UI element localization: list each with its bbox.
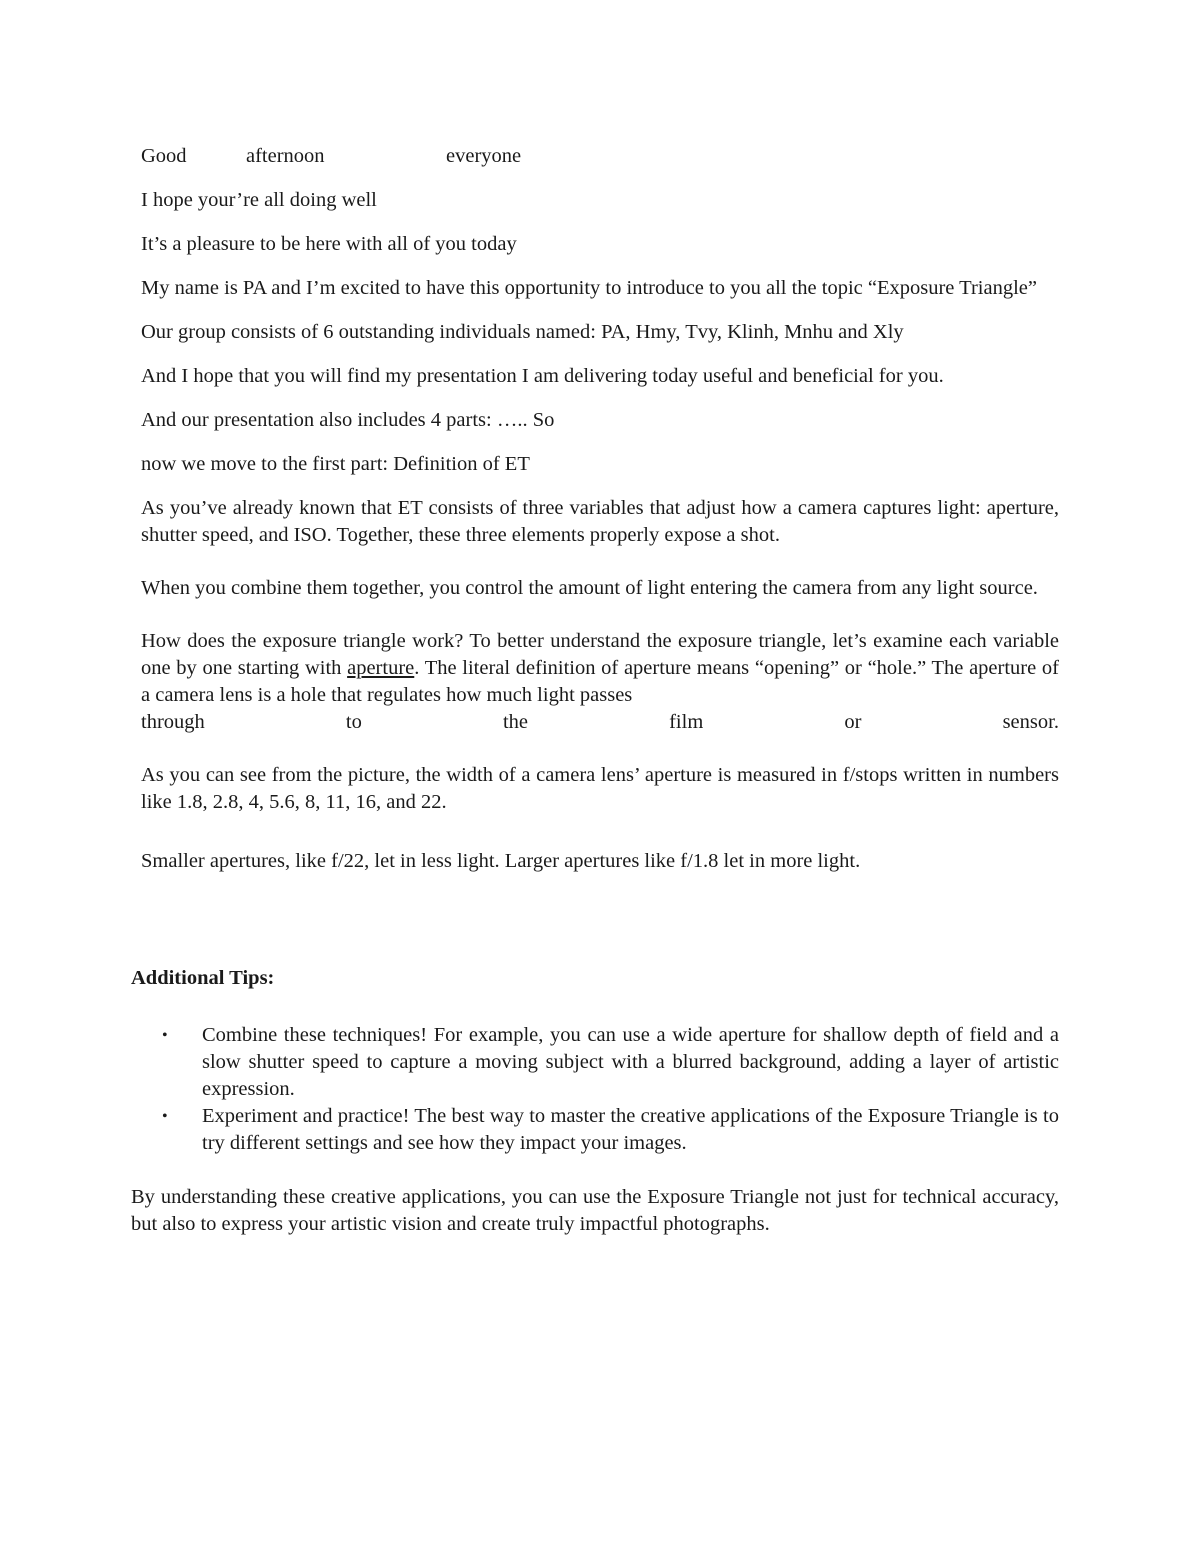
paragraph-pleasure: It’s a pleasure to be here with all of you today [141,233,517,255]
paragraph-aperture [141,628,1059,736]
speech-body [141,143,1059,875]
tips-item-text: Combine these techniques! For example, you can use a wide aperture for shallow depth of field and a slow shutter speed to capture a moving subject with a blurred background, adding a layer of artistic expression. [202,1024,1059,1100]
greeting-word-afternoon: afternoon [246,145,325,167]
paragraph-hope-useful: And I hope that you will find my presentation I am delivering today useful and beneficial for you. [141,365,944,387]
bullet-icon: • [162,1027,168,1044]
aperture-text-after: . The literal definition of aperture means “opening” or “hole.” The aperture of a camera lens is a hole that regulates how much light passes [141,657,1059,706]
additional-tips-heading: Additional Tips: [131,967,275,989]
paragraph-hope: I hope your’re all doing well [141,189,377,211]
tips-item-text: Experiment and practice! The best way to master the creative applications of the Exposure Triangle is to try different settings and see how they impact your images. [202,1105,1059,1154]
aperture-last-word-1: through [141,711,205,733]
greeting-word-good: Good [141,145,187,167]
tips-list-item [162,1022,1059,1103]
aperture-last-word-6: sensor. [1002,711,1059,733]
bullet-icon: • [162,1108,168,1125]
aperture-last-word-3: the [502,711,528,733]
aperture-last-word-4: film [669,711,704,733]
paragraph-et-definition: As you’ve already known that ET consists of three variables that adjust how a camera captures light: aperture, shutter speed, and ISO. Together, these three elements properly expose a shot. [141,497,1059,546]
greeting-word-everyone: everyone [446,145,522,167]
aperture-last-word-2: to [345,711,362,733]
aperture-last-word-5: or [844,711,862,733]
greeting-line [141,143,1059,170]
tips-list [162,1022,1059,1157]
paragraph-parts: And our presentation also includes 4 parts: ….. So [141,409,555,431]
aperture-last-line [141,709,1059,736]
paragraph-first-part: now we move to the first part: Definition of ET [141,453,530,475]
paragraph-aperture-text [141,628,1059,709]
aperture-link[interactable]: aperture [347,657,415,679]
aperture-text-before: How does the exposure triangle work? To better understand the exposure triangle, let’s examine each variable one by one starting with [141,630,1059,679]
paragraph-group-members: Our group consists of 6 outstanding individuals named: PA, Hmy, Tvy, Klinh, Mnhu and Xly [141,321,904,343]
paragraph-closing: By understanding these creative applications, you can use the Exposure Triangle not just for technical accuracy, but also to express your artistic vision and create truly impactful photographs. [131,1186,1059,1235]
tips-list-item [162,1103,1059,1157]
paragraph-introduction: My name is PA and I’m excited to have this opportunity to introduce to you all the topic “Exposure Triangle” [141,277,1037,299]
paragraph-smaller-apertures: Smaller apertures, like f/22, let in less light. Larger apertures like f/1.8 let in more light. [141,850,861,872]
paragraph-fstops: As you can see from the picture, the width of a camera lens’ aperture is measured in f/stops written in numbers like 1.8, 2.8, 4, 5.6, 8, 11, 16, and 22. [141,764,1059,813]
paragraph-combine: When you combine them together, you control the amount of light entering the camera from any light source. [141,577,1038,599]
